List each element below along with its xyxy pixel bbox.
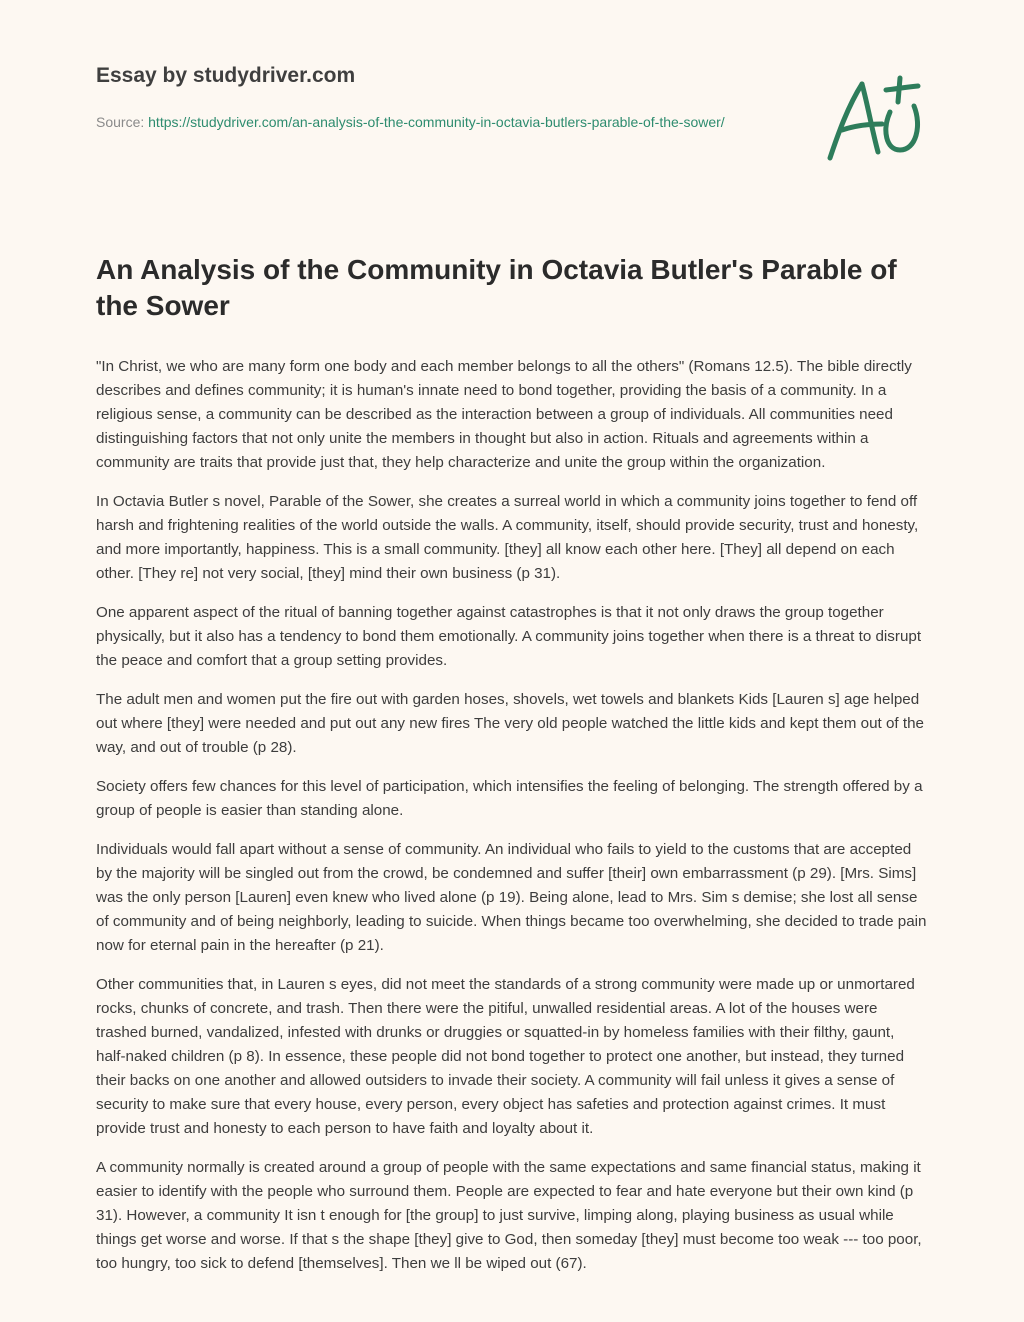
source-link[interactable]: https://studydriver.com/an-analysis-of-the-community-in-octavia-butlers-parable-of-the-sower/ <box>148 114 725 130</box>
essay-paragraph: One apparent aspect of the ritual of banning together against catastrophes is that it not only draws the group together physically, but it also has a tendency to bond them emotionally. A community joins together when there is a threat to disrupt the peace and comfort that a group setting provides. <box>96 604 922 669</box>
logo-swoosh-stroke <box>886 106 918 150</box>
essay-body <box>96 355 928 1291</box>
a-plus-logo-svg <box>824 72 928 164</box>
logo-a-right-stroke <box>862 84 878 152</box>
essay-paragraph: A community normally is created around a group of people with the same expectations and same financial status, making it easier to identify with the people who surround them. People are expected to fear and hate everyone but their own kind (p 31). However, a community It isn t enough for [the group] to just survive, limping along, playing business as usual while things get worse and worse. If that s the shape [they] give to God, then someday [they] must become too weak --- too poor, too hungry, too sick to defend [themselves]. Then we ll be wiped out (67). <box>96 1159 922 1272</box>
essay-paragraph: Society offers few chances for this level of participation, which intensifies the feeling of belonging. The strength offered by a group of people is easier than standing alone. <box>96 778 923 819</box>
essay-paragraph: Other communities that, in Lauren s eyes, did not meet the standards of a strong community were made up or unmortared rocks, chunks of concrete, and trash. Then there were the pitiful, unwalled residential areas. A lot of the houses were trashed burned, vandalized, infested with drunks or druggies or squatted-in by homeless families with their filthy, gaunt, half-naked children (p 8). In essence, these people did not bond together to protect one another, but instead, they turned their backs on one another and allowed outsiders to invade their society. A community will fail unless it gives a sense of security to make sure that every house, every person, every object has safeties and protection against crimes. It must provide trust and honesty to each person to have faith and loyalty about it. <box>96 976 915 1137</box>
essay-paragraph: "In Christ, we who are many form one body and each member belongs to all the others" (Romans 12.5). The bible directly describes and defines community; it is human's innate need to bond together, providing the basis of a community. In a religious sense, a community can be described as the interaction between a group of individuals. All communities need distinguishing factors that not only unite the members in thought but also in action. Rituals and agreements within a community are traits that provide just that, they help characterize and unite the group within the organization. <box>96 358 912 471</box>
essay-title: An Analysis of the Community in Octavia Butler's Parable of the Sower <box>96 254 897 321</box>
essay-paragraph: The adult men and women put the fire out with garden hoses, shovels, wet towels and blankets Kids [Lauren s] age helped out where [they] were needed and put out any new fires The very old people watched the little kids and kept them out of the way, and out of trouble (p 28). <box>96 691 924 756</box>
a-plus-logo-icon <box>824 72 928 164</box>
logo-a-crossbar-stroke <box>842 124 882 130</box>
site-title: Essay by studydriver.com <box>96 64 356 87</box>
source-line <box>96 111 756 133</box>
document-header <box>96 62 796 133</box>
source-label: Source: <box>96 114 145 130</box>
logo-a-left-stroke <box>830 84 862 158</box>
essay-paragraph: Individuals would fall apart without a sense of community. An individual who fails to yield to the customs that are accepted by the majority will be singled out from the crowd, be condemned and suffer [their] own embarrassment (p 29). [Mrs. Sims] was the only person [Lauren] even knew who lived alone (p 19). Being alone, lead to Mrs. Sim s demise; she lost all sense of community and of being neighborly, leading to suicide. When things became too overwhelming, she decided to trade pain now for eternal pain in the hereafter (p 21). <box>96 841 927 954</box>
essay-paragraph: In Octavia Butler s novel, Parable of the Sower, she creates a surreal world in which a community joins together to fend off harsh and frightening realities of the world outside the walls. A community, itself, should provide security, trust and honesty, and more importantly, happiness. This is a small community. [they] all know each other here. [They] all depend on each other. [They re] not very social, [they] mind their own business (p 31). <box>96 493 919 582</box>
logo-plus-horizontal-stroke <box>886 86 918 90</box>
